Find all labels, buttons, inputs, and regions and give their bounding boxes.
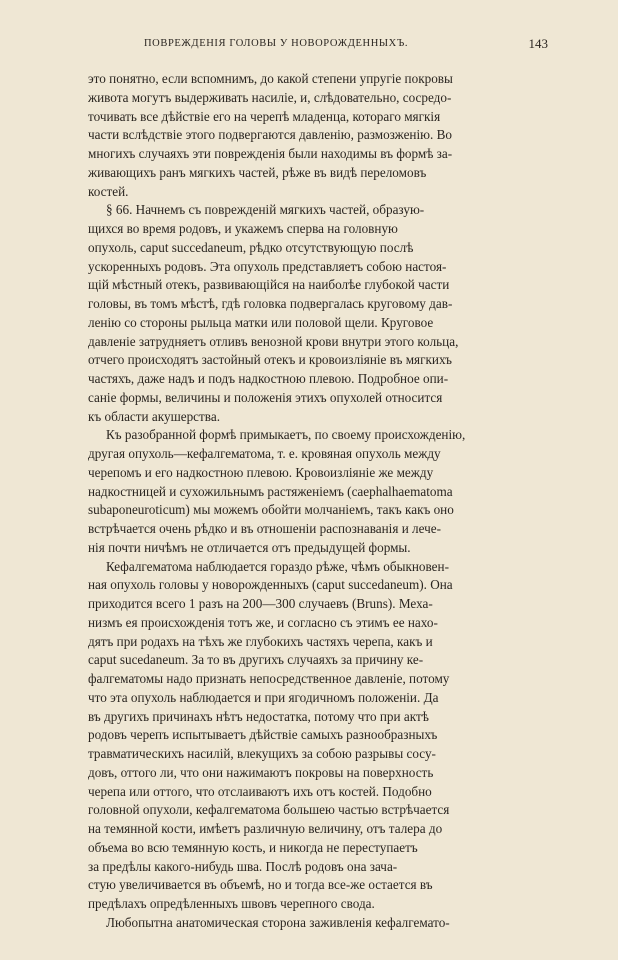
text-line: на темянной кости, имѣетъ различную величину, отъ талера до bbox=[88, 821, 443, 836]
text-line: давленіе затрудняетъ отливъ венозной крови внутри этого кольца, bbox=[88, 333, 459, 349]
text-line: костей. bbox=[88, 183, 129, 199]
text-line: щихся во время родовъ, и укажемъ сперва на головную bbox=[88, 221, 398, 236]
text-line: за предѣлы какого-нибудь шва. Послѣ родовъ она зача- bbox=[88, 858, 398, 874]
text-line: живота могутъ выдерживать насиліе, и, слѣдовательно, сосредо- bbox=[88, 89, 452, 105]
text-line: частяхъ, даже надъ и подъ надкостною плевою. Подробное опи- bbox=[88, 371, 449, 386]
text-line: ная опухоль головы у новорожденныхъ (caput succedaneum). Она bbox=[88, 577, 453, 593]
text-line: объема во всю темянную кость, и никогда не переступаетъ bbox=[88, 839, 418, 855]
page-number: 143 bbox=[528, 36, 548, 51]
text-line: части вслѣдствіе этого подвергаются давленію, размозженію. Во bbox=[88, 127, 452, 143]
text-line: щій мѣстный отекъ, развивающійся на наиболѣе глубокой части bbox=[88, 277, 450, 293]
body-text bbox=[88, 70, 550, 933]
text-line: нія почти ничѣмъ не отличается отъ предыдущей формы. bbox=[88, 539, 411, 555]
text-line: встрѣчается очень рѣдко и въ отношеніи распознаванія и лече- bbox=[88, 521, 442, 536]
text-line: надкостницей и сухожильнымъ растяженіемъ (caephalhaematoma bbox=[88, 483, 453, 499]
text-line: живающихъ ранъ мягкихъ частей, рѣже въ видѣ переломовъ bbox=[88, 164, 427, 180]
text-line: subaponeuroticum) мы можемъ обойти молчаніемъ, такъ какъ оно bbox=[88, 502, 454, 518]
text-line: caput sucedaneum. За то въ другихъ случаяхъ за причину ке- bbox=[88, 652, 424, 668]
text-line: ленію со стороны рыльца матки или половой щели. Круговое bbox=[88, 314, 434, 330]
text-line: Любопытна анатомическая сторона заживленія кефалгемато- bbox=[106, 914, 450, 930]
text-line: травматическихъ насилій, влекущихъ за собою разрывы сосу- bbox=[88, 746, 436, 761]
text-line: это понятно, если вспомнимъ, до какой степени упругіе покровы bbox=[88, 71, 453, 86]
text-line: головной опухоли, кефалгематома большею частью встрѣчается bbox=[88, 802, 450, 818]
text-line: въ другихъ причинахъ нѣтъ недостатка, потому что при актѣ bbox=[88, 708, 429, 724]
text-line: дятъ при родахъ на тѣхъ же глубокихъ частяхъ черепа, какъ и bbox=[88, 633, 433, 649]
text-line: черепомъ и его надкостною плевою. Кровоизліяніе же между bbox=[88, 464, 434, 480]
text-line: точивать все дѣйствіе его на черепѣ младенца, котораго мягкія bbox=[88, 108, 441, 124]
text-line: фалгематомы надо признать непосредственное давленіе, потому bbox=[88, 671, 450, 686]
text-line: приходится всего 1 разъ на 200—300 случаевъ (Bruns). Меха- bbox=[88, 596, 433, 611]
running-title: ПОВРЕЖДЕНІЯ ГОЛОВЫ У НОВОРОЖДЕННЫХЪ. bbox=[144, 38, 409, 49]
text-line: предѣлахъ опредѣленныхъ швовъ черепного свода. bbox=[88, 896, 375, 911]
text-line: довъ, оттого ли, что они нажимаютъ покровы на поверхность bbox=[88, 764, 434, 780]
text-line: Кефалгематома наблюдается гораздо рѣже, чѣмъ обыкновен- bbox=[106, 558, 449, 574]
text-line: отчего происходятъ застойный отекъ и кровоизліяніе въ мягкихъ bbox=[88, 352, 452, 368]
text-line: Къ разобранной формѣ примыкаетъ, по своему происхожденію, bbox=[106, 427, 466, 443]
text-line: къ области акушерства. bbox=[88, 408, 220, 424]
text-line: родовъ черепъ испытываетъ дѣйствіе самыхъ разнообразныхъ bbox=[88, 727, 438, 743]
text-line: стую увеличивается въ объемѣ, но и тогда все-же остается въ bbox=[88, 877, 433, 893]
text-line: головы, въ томъ мѣстѣ, гдѣ головка подвергалась круговому дав- bbox=[88, 296, 453, 311]
page-header bbox=[88, 36, 548, 56]
text-line: многихъ случаяхъ эти поврежденія были находимы въ формѣ за- bbox=[88, 146, 453, 161]
text-line: низмъ ея происхожденія тотъ же, и согласно съ этимъ ее нахо- bbox=[88, 614, 438, 630]
text-line: ускоренныхъ родовъ. Эта опухоль представляетъ собою настоя- bbox=[88, 258, 447, 274]
text-line: что эта опухоль наблюдается и при ягодичномъ положеніи. Да bbox=[88, 689, 439, 705]
text-line: саніе формы, величины и положенія этихъ опухолей относится bbox=[88, 389, 443, 405]
text-line: другая опухоль—кефалгематома, т. е. кровяная опухоль между bbox=[88, 446, 441, 461]
text-line: § 66. Начнемъ съ поврежденій мягкихъ частей, образую- bbox=[106, 202, 425, 218]
text-line: черепа или оттого, что отслаиваютъ ихъ отъ костей. Подобно bbox=[88, 783, 432, 799]
text-line: опухоль, caput succedaneum, рѣдко отсутствующую послѣ bbox=[88, 239, 414, 255]
